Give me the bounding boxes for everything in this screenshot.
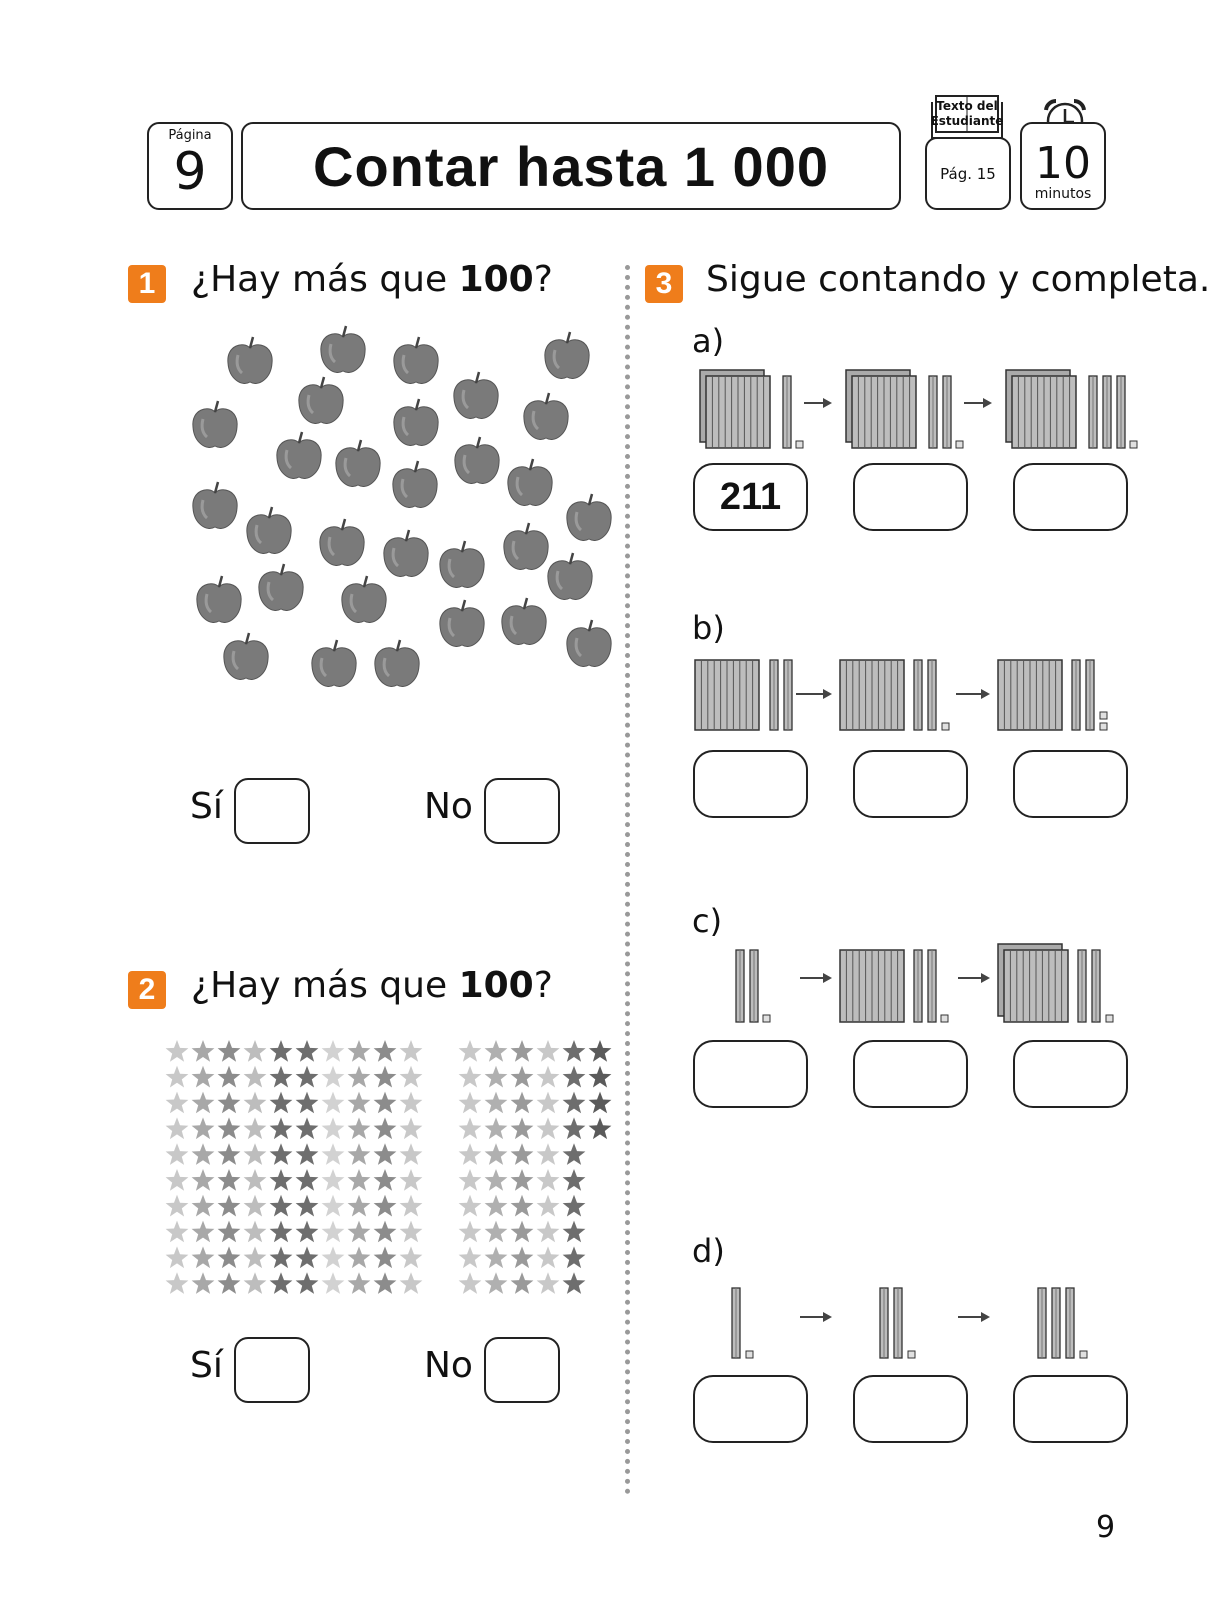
hundred-flat bbox=[846, 370, 916, 448]
ten-rod bbox=[1072, 660, 1080, 730]
q1-text-post: ? bbox=[533, 259, 553, 300]
hundred-flat bbox=[1006, 370, 1076, 448]
ten-rod bbox=[928, 950, 936, 1022]
page-number: 9 bbox=[173, 142, 207, 202]
time-unit: minutos bbox=[1034, 186, 1092, 202]
q1-no-label: No bbox=[424, 786, 473, 827]
hundred-flat bbox=[695, 660, 759, 730]
ten-rod bbox=[928, 660, 936, 730]
q1-text-pre: ¿Hay más que bbox=[191, 259, 459, 300]
footer-page-number: 9 bbox=[1096, 1510, 1116, 1545]
time-value: 10 bbox=[1035, 138, 1091, 189]
hundred-flat bbox=[998, 660, 1062, 730]
unit-cube bbox=[1080, 1351, 1087, 1358]
ten-rod bbox=[750, 950, 758, 1022]
ten-rod bbox=[784, 660, 792, 730]
ten-rod bbox=[1038, 1288, 1046, 1358]
arrow-icon bbox=[800, 1312, 832, 1322]
arrow-icon bbox=[958, 1312, 990, 1322]
question-number-2: 2 bbox=[128, 971, 166, 1009]
book-line2: Estudiante bbox=[930, 114, 1004, 128]
hundred-flat bbox=[840, 660, 904, 730]
q2-text-pre: ¿Hay más que bbox=[191, 965, 459, 1006]
ten-rod bbox=[1078, 950, 1086, 1022]
question-number-1: 1 bbox=[128, 265, 166, 303]
page-title: Contar hasta 1 000 bbox=[313, 134, 829, 198]
arrow-icon bbox=[796, 689, 832, 699]
ten-rod bbox=[1103, 376, 1111, 448]
arrow-icon bbox=[964, 398, 992, 408]
arrow-icon bbox=[958, 973, 990, 983]
q2-no-label: No bbox=[424, 1345, 473, 1386]
ten-rod bbox=[943, 376, 951, 448]
unit-cube bbox=[796, 441, 803, 448]
question-3-text: Sigue contando y completa. bbox=[706, 259, 1211, 300]
unit-cube bbox=[746, 1351, 753, 1358]
q2-yes-label: Sí bbox=[190, 1345, 223, 1386]
hundred-flat bbox=[840, 950, 904, 1022]
part-d-label: d) bbox=[692, 1232, 725, 1270]
ten-rod bbox=[914, 950, 922, 1022]
q1-yes-label: Sí bbox=[190, 786, 223, 827]
ten-rod bbox=[880, 1288, 888, 1358]
arrow-icon bbox=[800, 973, 832, 983]
ten-rod bbox=[736, 950, 744, 1022]
book-line1: Texto del bbox=[936, 99, 998, 113]
unit-cube bbox=[942, 723, 949, 730]
part-b-label: b) bbox=[692, 609, 725, 647]
ten-rod bbox=[1066, 1288, 1074, 1358]
unit-cube bbox=[956, 441, 963, 448]
ten-rod bbox=[732, 1288, 740, 1358]
ten-rod bbox=[770, 660, 778, 730]
q2-text-post: ? bbox=[533, 965, 553, 1006]
ten-rod bbox=[1086, 660, 1094, 730]
ten-rod bbox=[914, 660, 922, 730]
q2-text-num: 100 bbox=[458, 965, 534, 1006]
hundred-flat bbox=[998, 944, 1068, 1022]
unit-cube bbox=[1100, 712, 1107, 719]
answer-a-1[interactable]: 211 bbox=[693, 463, 808, 531]
q1-text-num: 100 bbox=[458, 259, 534, 300]
unit-cube bbox=[1130, 441, 1137, 448]
ten-rod bbox=[1117, 376, 1125, 448]
arrow-icon bbox=[956, 689, 990, 699]
ten-rod bbox=[783, 376, 791, 448]
question-number-3: 3 bbox=[645, 265, 683, 303]
ten-rod bbox=[1052, 1288, 1060, 1358]
page-label: Página bbox=[168, 128, 212, 143]
ten-rod bbox=[929, 376, 937, 448]
unit-cube bbox=[908, 1351, 915, 1358]
unit-cube bbox=[1100, 723, 1107, 730]
book-page: Pág. 15 bbox=[940, 165, 996, 183]
ten-rod bbox=[1089, 376, 1097, 448]
part-a-label: a) bbox=[692, 322, 725, 360]
unit-cube bbox=[1106, 1015, 1113, 1022]
ten-rod bbox=[894, 1288, 902, 1358]
ten-rod bbox=[1092, 950, 1100, 1022]
unit-cube bbox=[763, 1015, 770, 1022]
part-c-label: c) bbox=[692, 902, 723, 940]
hundred-flat bbox=[700, 370, 770, 448]
arrow-icon bbox=[804, 398, 832, 408]
unit-cube bbox=[941, 1015, 948, 1022]
